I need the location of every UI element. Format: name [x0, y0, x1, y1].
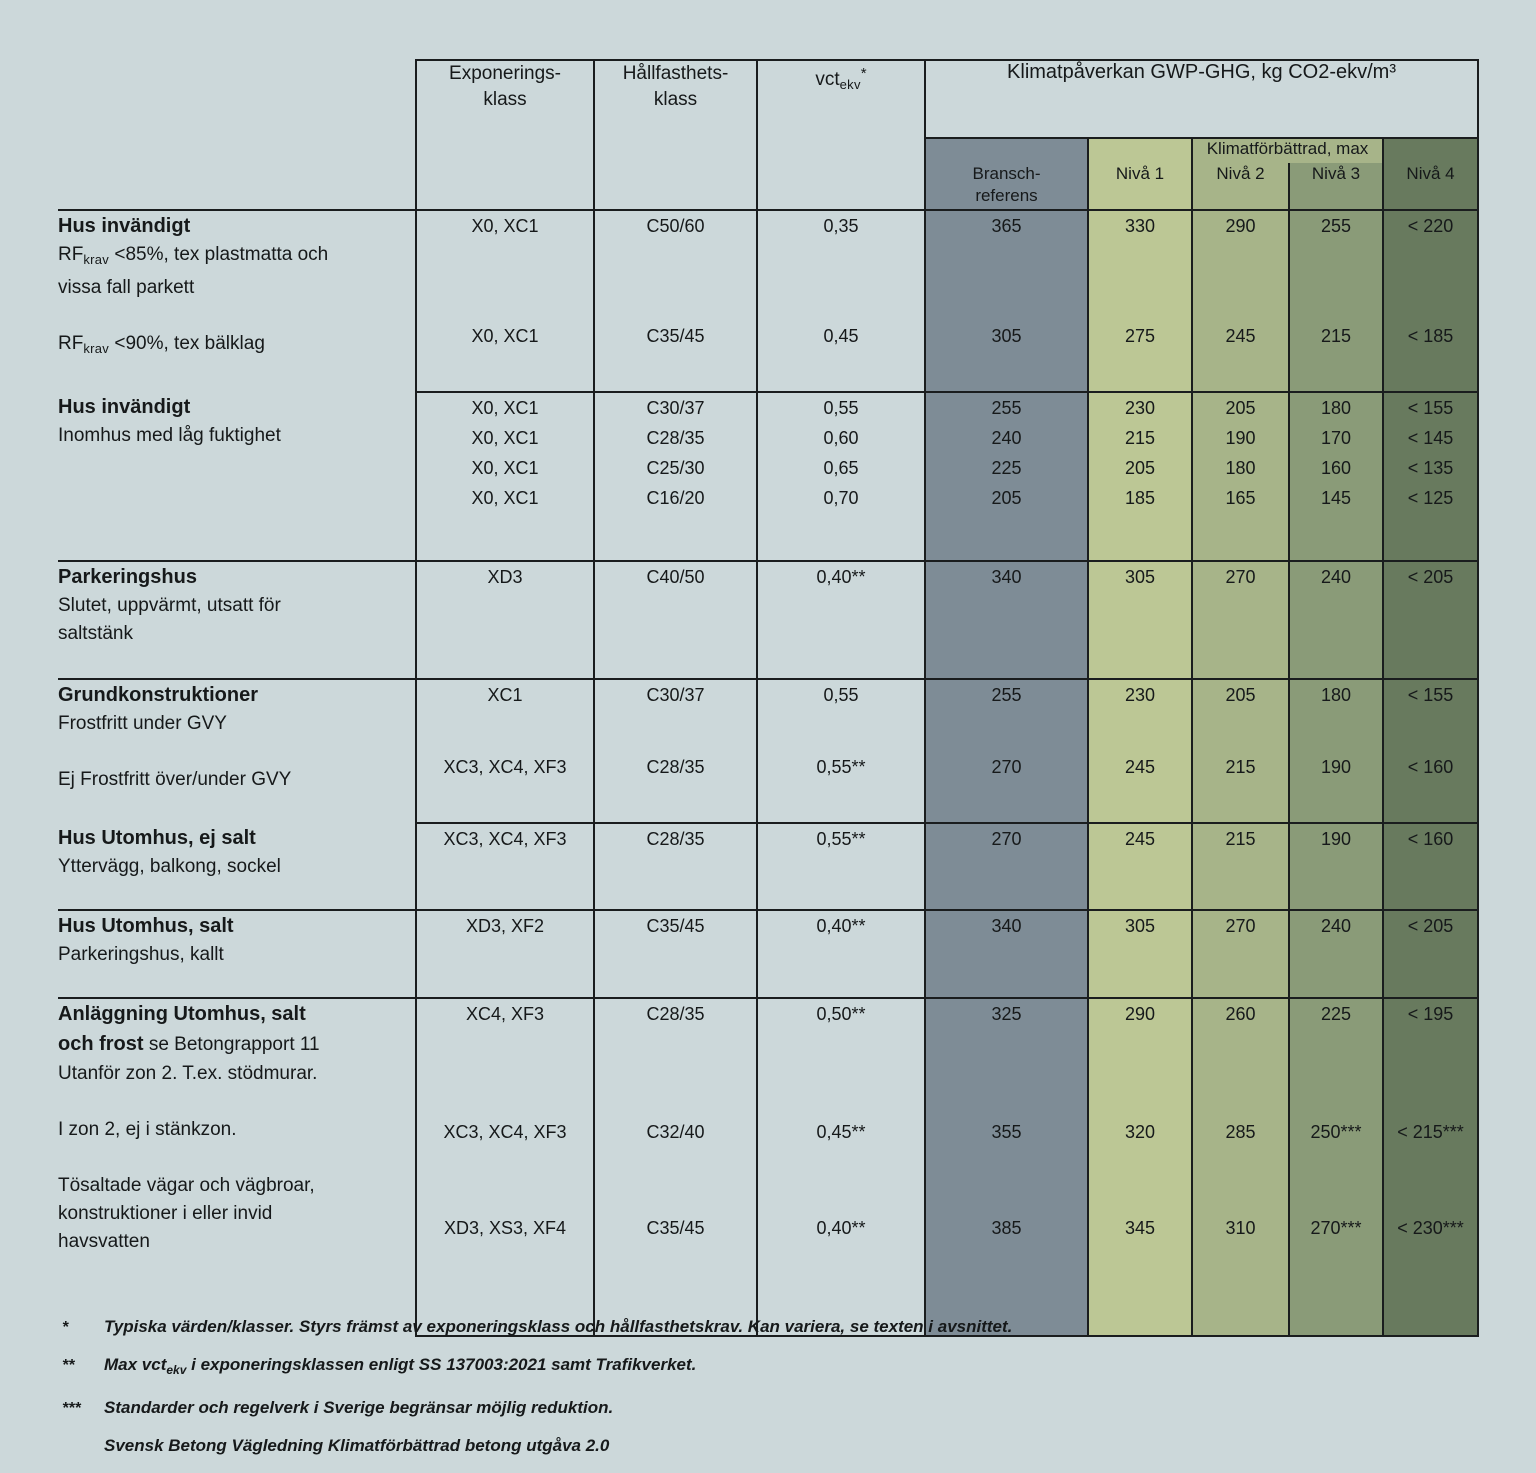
cell-niva4: < 155: [1407, 398, 1454, 418]
cell-niva4: < 215***: [1383, 1117, 1478, 1177]
cell-strength: C28/35: [594, 998, 757, 1117]
cell-strength: C32/40: [594, 1117, 757, 1177]
cell-bransch: 255: [925, 679, 1088, 752]
rf-subscript: krav: [83, 252, 110, 267]
cell-exposure: X0, XC1: [471, 488, 539, 508]
row-description: [58, 392, 416, 561]
cell-niva1: 330: [1088, 210, 1192, 321]
row-description: [58, 823, 416, 910]
cell-niva2: 215: [1192, 823, 1289, 910]
cell-strength: C28/35: [594, 752, 757, 823]
cell-strength: C16/20: [646, 488, 705, 508]
cell-exposure-stack: [416, 392, 594, 561]
cell-niva1: 320: [1088, 1117, 1192, 1177]
cell-strength: C35/45: [594, 910, 757, 998]
cell-niva3: 190: [1289, 752, 1383, 823]
row-desc-line2: vissa fall parkett: [58, 277, 195, 298]
cell-niva3: 255: [1289, 210, 1383, 321]
cell-vct: 0,65: [823, 458, 859, 478]
desc-spacer-1: [58, 1088, 415, 1116]
cell-niva1: 345: [1088, 1177, 1192, 1336]
cell-bransch: 385: [925, 1177, 1088, 1336]
footnote-mark: ***: [62, 1400, 81, 1417]
row-desc-line-c2: konstruktioner i eller invid: [58, 1203, 273, 1224]
cell-strength: C35/45: [594, 1177, 757, 1336]
cell-niva3: 215: [1289, 321, 1383, 392]
footnote-text-post: i exponeringsklassen enligt SS 137003:2021 samt Trafikverket.: [186, 1355, 697, 1374]
header-exposure-class: [416, 60, 594, 210]
cell-niva4-stack: [1383, 392, 1478, 561]
header-exposure-line2: klass: [483, 89, 527, 110]
footnote-item: [62, 1354, 1462, 1381]
section-heading: Hus Utomhus, salt: [58, 915, 234, 937]
cell-niva2: 165: [1225, 488, 1256, 508]
row-desc-line-b: Ej Frostfritt över/under GVY: [58, 769, 292, 790]
rf-text: <85%, tex plastmatta och: [109, 244, 329, 265]
cell-bransch: 340: [925, 561, 1088, 679]
header-bransch-line2: referens: [975, 186, 1038, 205]
cell-bransch: 270: [925, 752, 1088, 823]
cell-niva3: 180: [1320, 398, 1352, 418]
row-description: [58, 910, 416, 998]
cell-exposure: X0, XC1: [416, 321, 594, 392]
cell-vct: 0,40**: [757, 561, 925, 679]
desc-spacer: [58, 302, 415, 330]
section-heading-line1: Anläggning Utomhus, salt: [58, 1003, 306, 1025]
cell-strength: C28/35: [594, 823, 757, 910]
cell-niva1: 230: [1088, 679, 1192, 752]
cell-vct: 0,55: [757, 679, 925, 752]
cell-exposure: XC1: [416, 679, 594, 752]
table-row: [58, 998, 1478, 1117]
footnote-item: [62, 1316, 1462, 1338]
cell-exposure: XC3, XC4, XF3: [416, 752, 594, 823]
cell-bransch: 340: [925, 910, 1088, 998]
cell-niva2: 270: [1192, 561, 1289, 679]
cell-bransch: 205: [991, 488, 1022, 508]
cell-strength: C25/30: [646, 458, 705, 478]
cell-niva3: 225: [1289, 998, 1383, 1117]
header-niva-1: Nivå 1: [1088, 163, 1192, 210]
cell-niva2: 180: [1225, 458, 1256, 478]
table-row: [58, 910, 1478, 998]
cell-niva4: < 145: [1407, 428, 1454, 448]
cell-niva3: 145: [1320, 488, 1352, 508]
cell-vct: 0,55**: [757, 823, 925, 910]
header-bransch-line1: Bransch-: [972, 164, 1041, 183]
stack-niva3: [1290, 393, 1382, 513]
stack-exposure: [417, 393, 593, 513]
cell-exposure: X0, XC1: [471, 398, 539, 418]
cell-exposure: X0, XC1: [471, 428, 539, 448]
cell-bransch: 225: [991, 458, 1022, 478]
cell-bransch: 305: [925, 321, 1088, 392]
cell-bransch: 355: [925, 1117, 1088, 1177]
cell-exposure: X0, XC1: [416, 210, 594, 321]
cell-niva1: 245: [1088, 823, 1192, 910]
stack-niva4: [1384, 393, 1477, 513]
cell-niva1: 305: [1088, 561, 1192, 679]
section-heading: Hus invändigt: [58, 396, 191, 418]
desc-spacer: [58, 738, 415, 766]
footnote-text: Typiska värden/klasser. Styrs främst av exponeringsklass och hållfasthetskrav. Kan variera, se texten i avsnittet.: [104, 1317, 1013, 1336]
rf-label: RF: [58, 244, 84, 265]
section-subheading: Inomhus med låg fuktighet: [58, 425, 281, 446]
cell-niva2: 290: [1192, 210, 1289, 321]
cell-exposure: XD3, XF2: [416, 910, 594, 998]
cell-niva2: 190: [1225, 428, 1256, 448]
row-desc-line-c1: Tösaltade vägar och vägbroar,: [58, 1175, 315, 1196]
header-strength-line2: klass: [653, 89, 698, 110]
cell-niva1: 185: [1124, 488, 1156, 508]
cell-vct: 0,45**: [757, 1117, 925, 1177]
cell-niva1: 245: [1088, 752, 1192, 823]
cell-niva3-stack: [1289, 392, 1383, 561]
rf-subscript-2: krav: [83, 341, 110, 356]
header-strength-class: [594, 60, 757, 210]
cell-niva3: 250***: [1289, 1117, 1383, 1177]
header-vct-subscript: ekv: [839, 77, 861, 92]
cell-bransch: 270: [925, 823, 1088, 910]
cell-niva1: 290: [1088, 998, 1192, 1117]
cell-niva2: 260: [1192, 998, 1289, 1117]
section-subheading-line2: saltstänk: [58, 623, 133, 644]
row-desc-line-b: [58, 330, 415, 363]
cell-bransch: 325: [925, 998, 1088, 1117]
header-bransch-spacer: [925, 138, 1088, 163]
cell-niva4: < 155: [1383, 679, 1478, 752]
cell-vct-stack: [757, 392, 925, 561]
stack-strength: [595, 393, 756, 513]
footnote-item: [62, 1397, 1462, 1419]
cell-strength: C35/45: [594, 321, 757, 392]
cell-niva2: 245: [1192, 321, 1289, 392]
row-description: [58, 210, 416, 392]
cell-niva1: 215: [1124, 428, 1156, 448]
cell-exposure: XC3, XC4, XF3: [416, 823, 594, 910]
header-bransch-referens: [925, 163, 1088, 210]
table-row: [58, 561, 1478, 679]
header-improved-label: Klimatförbättrad, max: [1192, 138, 1383, 163]
section-heading: Hus invändigt: [58, 215, 191, 237]
cell-niva4: < 160: [1383, 823, 1478, 910]
footnote-subscript: ekv: [166, 1363, 187, 1377]
cell-bransch: 240: [991, 428, 1022, 448]
cell-niva4: < 135: [1407, 458, 1454, 478]
cell-niva4: < 195: [1383, 998, 1478, 1117]
header-corner-blank: [58, 60, 416, 210]
cell-niva1: 205: [1124, 458, 1156, 478]
heading-regular-part: se Betongrapport 11: [143, 1034, 320, 1055]
rf-text-2: <90%, tex bälklag: [109, 333, 265, 354]
section-subheading: Yttervägg, balkong, sockel: [58, 856, 281, 877]
row-desc-line-a: Utanför zon 2. T.ex. stödmurar.: [58, 1063, 318, 1084]
header-niva-2: Nivå 2: [1192, 163, 1289, 210]
header-exposure-line1: Exponerings-: [449, 63, 561, 84]
desc-spacer-2: [58, 1144, 415, 1172]
row-desc-line: [58, 241, 415, 274]
footnote-source: Svensk Betong Vägledning Klimatförbättrad betong utgåva 2.0: [104, 1436, 610, 1455]
header-strength-line1: Hållfasthets-: [622, 63, 729, 84]
cell-vct: 0,45: [757, 321, 925, 392]
cell-niva1-stack: [1088, 392, 1192, 561]
cell-bransch: 365: [925, 210, 1088, 321]
header-niva4-spacer: [1383, 138, 1478, 163]
cell-exposure: XC4, XF3: [416, 998, 594, 1117]
cell-niva3: 240: [1289, 561, 1383, 679]
row-desc-line-b: I zon 2, ej i stänkzon.: [58, 1119, 237, 1140]
cell-exposure: X0, XC1: [471, 458, 539, 478]
cell-vct: 0,70: [823, 488, 859, 508]
cell-niva4: < 205: [1383, 910, 1478, 998]
footnote-text: Standarder och regelverk i Sverige begränsar möjlig reduktion.: [104, 1398, 614, 1417]
cell-niva4: < 160: [1383, 752, 1478, 823]
section-heading: Hus Utomhus, ej salt: [58, 827, 256, 849]
cell-niva3: 270***: [1289, 1177, 1383, 1336]
footnote-text: [104, 1354, 696, 1381]
header-niva-3: Nivå 3: [1289, 163, 1383, 210]
section-heading-line2: [58, 1029, 415, 1060]
heading-bold-part: och frost: [58, 1033, 144, 1055]
cell-strength-stack: [594, 392, 757, 561]
cell-exposure: XC3, XC4, XF3: [416, 1117, 594, 1177]
cell-niva2: 215: [1192, 752, 1289, 823]
cell-strength: C30/37: [646, 398, 705, 418]
header-vct: [757, 60, 925, 210]
cell-vct: 0,50**: [757, 998, 925, 1117]
header-row-group: [58, 60, 1478, 138]
cell-strength: C28/35: [646, 428, 705, 448]
row-description: [58, 561, 416, 679]
section-subheading: Parkeringshus, kallt: [58, 944, 224, 965]
section-heading: Grundkonstruktioner: [58, 684, 259, 706]
row-description: [58, 998, 416, 1336]
cell-niva1: 275: [1088, 321, 1192, 392]
cell-niva1: 230: [1124, 398, 1156, 418]
cell-bransch-stack: [925, 392, 1088, 561]
section-subheading-line1: Slutet, uppvärmt, utsatt för: [58, 595, 281, 616]
footnote-mark: *: [62, 1319, 69, 1336]
cell-niva2: 270: [1192, 910, 1289, 998]
table-row: [58, 823, 1478, 910]
table-row: [58, 679, 1478, 752]
cell-niva1: 305: [1088, 910, 1192, 998]
header-vct-asterisk: *: [860, 65, 867, 82]
cell-exposure: XD3: [416, 561, 594, 679]
cell-niva4: < 185: [1383, 321, 1478, 392]
cell-vct: 0,35: [757, 210, 925, 321]
stack-bransch: [926, 393, 1087, 513]
header-vct-main: vct: [815, 69, 840, 90]
table-row: [58, 392, 1478, 561]
row-desc-line-c3: havsvatten: [58, 1231, 150, 1252]
row-desc-line: Frostfritt under GVY: [58, 713, 227, 734]
concrete-table: [58, 59, 1479, 1337]
stack-niva2: [1193, 393, 1288, 513]
stack-vct: [758, 393, 924, 513]
cell-niva4: < 220: [1383, 210, 1478, 321]
cell-niva2-stack: [1192, 392, 1289, 561]
cell-niva2: 285: [1192, 1117, 1289, 1177]
footnotes: [62, 1316, 1462, 1473]
header-niva1-spacer: [1088, 138, 1192, 163]
row-description: [58, 679, 416, 823]
cell-vct: 0,40**: [757, 910, 925, 998]
cell-bransch: 255: [991, 398, 1022, 418]
cell-niva4: < 230***: [1383, 1177, 1478, 1336]
cell-niva4: < 205: [1383, 561, 1478, 679]
footnote-mark: **: [62, 1357, 75, 1374]
cell-niva2: 205: [1192, 679, 1289, 752]
cell-vct: 0,60: [823, 428, 859, 448]
cell-niva3: 240: [1289, 910, 1383, 998]
cell-strength: C40/50: [594, 561, 757, 679]
header-gwp-group: Klimatpåverkan GWP-GHG, kg CO2-ekv/m³: [925, 60, 1478, 138]
cell-niva2: 205: [1225, 398, 1256, 418]
table-row: [58, 210, 1478, 321]
header-niva-4: Nivå 4: [1383, 163, 1478, 210]
cell-niva3: 180: [1289, 679, 1383, 752]
cell-vct: 0,40**: [757, 1177, 925, 1336]
cell-niva2: 310: [1192, 1177, 1289, 1336]
cell-strength: C50/60: [594, 210, 757, 321]
footnote-text-pre: Max vct: [104, 1355, 167, 1374]
cell-vct: 0,55**: [757, 752, 925, 823]
cell-niva3: 190: [1289, 823, 1383, 910]
section-heading: Parkeringshus: [58, 566, 197, 588]
cell-vct: 0,55: [823, 398, 859, 418]
cell-niva3: 160: [1320, 458, 1352, 478]
cell-strength: C30/37: [594, 679, 757, 752]
cell-niva4: < 125: [1407, 488, 1454, 508]
footnote-item: [62, 1435, 1462, 1457]
stack-niva1: [1089, 393, 1191, 513]
rf-label-2: RF: [58, 333, 84, 354]
cell-niva3: 170: [1320, 428, 1352, 448]
cell-exposure: XD3, XS3, XF4: [416, 1177, 594, 1336]
